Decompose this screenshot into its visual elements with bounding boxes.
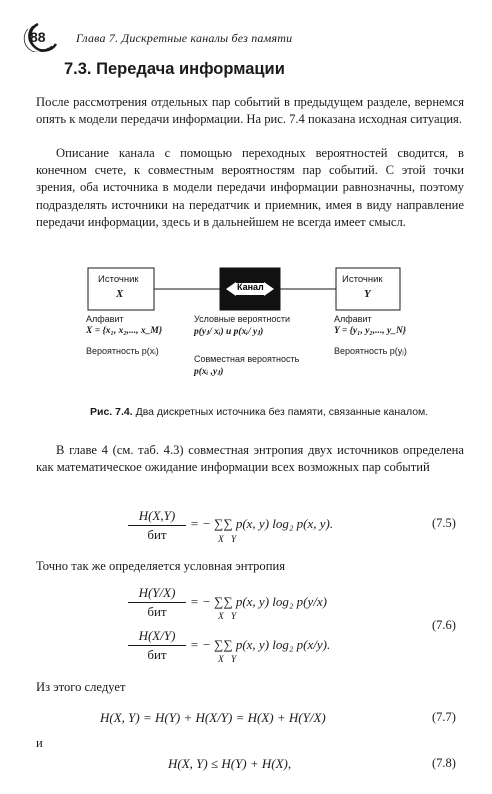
text-conditional-entropy: Точно так же определяется условная энтропия [36, 559, 285, 573]
caption-label: Рис. 7.4. [90, 406, 133, 418]
eq-7-8: H(X, Y) ≤ H(Y) + H(X), [168, 756, 292, 771]
eq-7-8-tag: (7.8) [432, 756, 456, 770]
page-header [16, 22, 476, 52]
text-and: и [36, 736, 43, 750]
paragraph-intro: После рассмотрения отдельных пар событий в предыдущем разделе, вернемся опять к модели передачи информации. На рис. 7.4 показана исходная ситуация. [36, 95, 464, 127]
eq-7-5-fraction [128, 508, 186, 543]
eq-7-5-sum-indices: X Y [218, 535, 237, 545]
left-probability: Вероятность p(xᵢ) [86, 346, 159, 356]
eq-7-6b-rhs: = − ∑∑ p(x, y) log₂ p(x/y). [190, 637, 331, 652]
right-box-title: Источник [342, 274, 383, 285]
eq-7-5-denominator: бит [147, 527, 167, 542]
eq-7-6a-numerator: H(Y/X) [128, 585, 186, 603]
figure-7-4-diagram [78, 264, 418, 390]
caption-text: Два дискретных источника без памяти, связанные каналом. [135, 406, 429, 418]
figure-caption [90, 405, 450, 419]
eq-7-5-numerator: H(X,Y) [128, 508, 186, 526]
eq-7-6b-denominator: бит [147, 647, 167, 662]
paragraph-joint-entropy: В главе 4 (см. таб. 4.3) совместная энтропия двух источников определена как математическое ожидание информации всех возможных пар событий [36, 443, 464, 475]
right-probability: Вероятность p(yⱼ) [334, 346, 407, 356]
left-box-var: X [116, 288, 124, 300]
text-follows: Из этого следует [36, 680, 126, 694]
paragraph-description: Описание канала с помощью переходных вероятностей сводится, в конечном счете, к совместным вероятностям пар событий. С этой точки зрения, оба источника в модели передачи информации равнозначны, поэтому подразделять источники на передатчик и приемник, имея в виду направление передачи информации, здесь и в дальнейшем не всегда имеет смысл. [36, 146, 464, 229]
eq-7-6a-denominator: бит [147, 604, 167, 619]
page-number: 88 [30, 29, 46, 45]
eq-7-7: H(X, Y) = H(Y) + H(X/Y) = H(X) + H(Y/X) [100, 710, 326, 725]
right-alphabet-label: Алфавит [334, 314, 372, 324]
eq-7-6a-rhs: = − ∑∑ p(x, y) log₂ p(y/x) [190, 594, 327, 609]
eq-7-6a-fraction [128, 585, 186, 620]
channel-label: Канал [237, 282, 264, 292]
page-number-badge [16, 22, 60, 52]
center-cond-label: Условные вероятности [194, 314, 291, 324]
section-title: 7.3. Передача информации [64, 60, 285, 78]
eq-7-5-rhs: = − ∑∑ p(x, y) log₂ p(x, y). [190, 516, 334, 531]
center-cond: p(yⱼ/ xᵢ) и p(xᵢ/ yⱼ) [194, 327, 264, 337]
left-alphabet: X = {x₁, x₂,..., x_M} [86, 326, 163, 336]
eq-7-6-tag: (7.6) [432, 618, 456, 632]
eq-7-7-tag: (7.7) [432, 710, 456, 724]
eq-7-6a-sum-indices: X Y [218, 612, 237, 622]
center-joint-label: Совместная вероятность [194, 354, 300, 364]
eq-7-6b-numerator: H(X/Y) [128, 628, 186, 646]
left-alphabet-label: Алфавит [86, 314, 124, 324]
right-box-var: Y [364, 288, 371, 300]
right-alphabet: Y = {y₁, y₂,..., y_N} [334, 326, 407, 336]
eq-7-6b-sum-indices: X Y [218, 655, 237, 665]
left-box-title: Источник [98, 274, 139, 285]
running-head: Глава 7. Дискретные каналы без памяти [76, 31, 293, 45]
eq-7-6b-fraction [128, 628, 186, 663]
eq-7-5-tag: (7.5) [432, 516, 456, 530]
center-joint: p(xᵢ ,yⱼ) [194, 367, 224, 377]
